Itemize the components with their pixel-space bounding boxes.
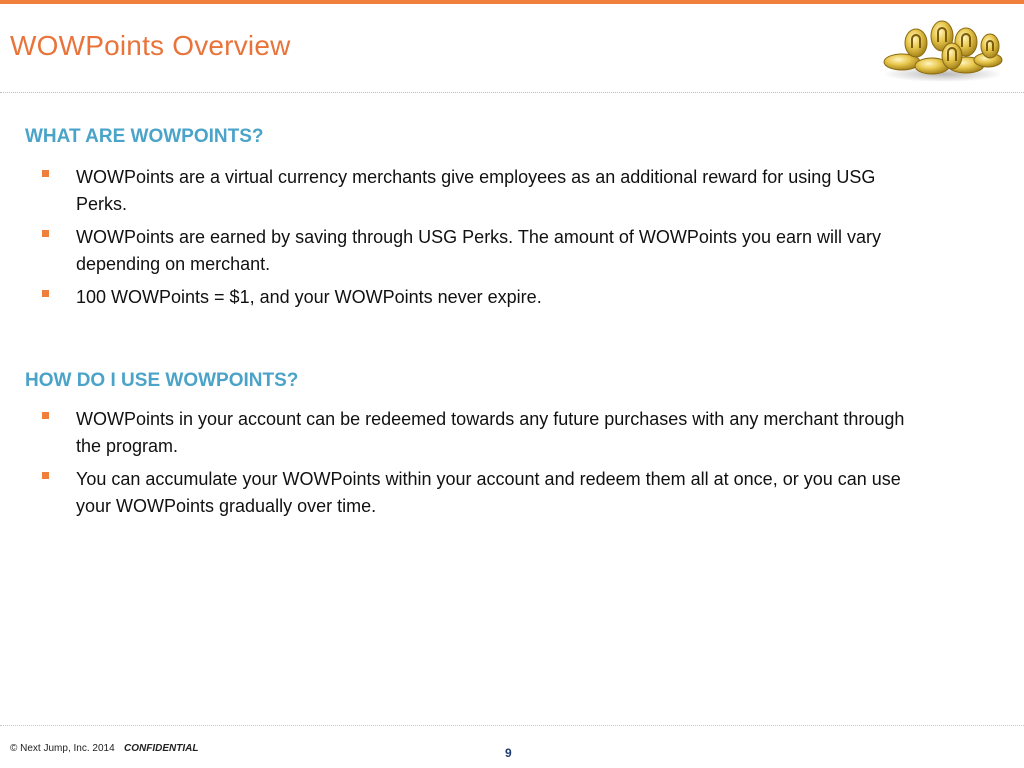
footer-divider [0, 725, 1024, 726]
list-item [40, 466, 930, 520]
square-bullet-icon [42, 290, 49, 297]
bullet-text: WOWPoints are earned by saving through USG Perks. The amount of WOWPoints you earn will vary depending on merchant. [76, 227, 881, 274]
section-heading-what: WHAT ARE WOWPOINTS? [25, 126, 264, 147]
section-heading-how: HOW DO I USE WOWPOINTS? [25, 370, 299, 391]
square-bullet-icon [42, 230, 49, 237]
bullet-list-what [40, 164, 930, 317]
bullet-text: WOWPoints in your account can be redeemed towards any future purchases with any merchant through the program. [76, 409, 905, 456]
list-item [40, 406, 930, 460]
bullet-text: 100 WOWPoints = $1, and your WOWPoints never expire. [76, 287, 542, 307]
square-bullet-icon [42, 412, 49, 419]
footer-copyright: © Next Jump, Inc. 2014 [10, 743, 115, 754]
list-item [40, 224, 930, 278]
page-number: 9 [505, 746, 512, 760]
square-bullet-icon [42, 170, 49, 177]
list-item [40, 164, 930, 218]
bullet-text: You can accumulate your WOWPoints within your account and redeem them all at once, or you can use your WOWPoints gradually over time. [76, 469, 901, 516]
slide-title: WOWPoints Overview [10, 30, 291, 61]
footer-confidential: CONFIDENTIAL [124, 743, 199, 754]
top-accent-bar [0, 0, 1024, 4]
square-bullet-icon [42, 472, 49, 479]
title-divider [0, 92, 1024, 93]
list-item [40, 284, 930, 311]
bullet-list-how [40, 406, 930, 526]
bullet-text: WOWPoints are a virtual currency merchants give employees as an additional reward for using USG Perks. [76, 167, 876, 214]
gold-coins-icon [880, 16, 1006, 82]
